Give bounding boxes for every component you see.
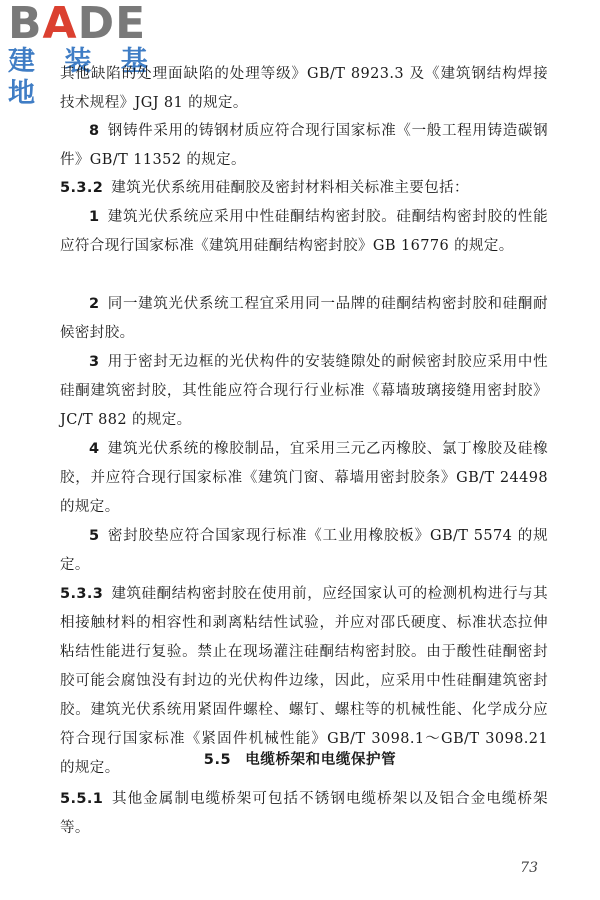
section-text: 建筑光伏系统用硅酮胶及密封材料相关标准主要包括： — [111, 180, 469, 196]
item-number: 2 — [89, 296, 100, 312]
heading-title: 电缆桥架和电缆保护管 — [245, 752, 397, 768]
clause-item-1 — [60, 203, 548, 261]
item-text: 建筑光伏系统应采用中性硅酮结构密封胶。硅酮结构密封胶的性能应符合现行国家标准《建筑用硅酮结构密封胶》GB 16776 的规定。 — [60, 209, 548, 254]
section-5-5-1 — [60, 785, 548, 843]
logo-subtitle: 建 装 基 地 — [8, 46, 158, 109]
clause-item-8 — [60, 117, 548, 175]
clause-item-5 — [60, 522, 548, 580]
section-text: 建筑硅酮结构密封胶在使用前，应经国家认可的检测机构进行与其相接触材料的相容性和剥离粘结性试验，并应对邵氏硬度、标准状态拉伸粘结性能进行复验。禁止在现场灌注硅酮结构密封胶。由于酸性硅酮密封胶可能会腐蚀没有封边的光伏构件边缘，因此，应采用中性硅酮建筑密封胶。建筑光伏系统用紧固件螺栓、螺钉、螺柱等的机械性能、化学成分应符合现行国家标准《紧固件机械性能》GB/T 3098.1～GB/T 3098.21 的规定。 — [60, 586, 548, 776]
section-number: 5.3.3 — [60, 586, 104, 602]
item-text: 建筑光伏系统的橡胶制品，宜采用三元乙丙橡胶、氯丁橡胶及硅橡胶，并应符合现行国家标准《建筑门窗、幕墙用密封胶条》GB/T 24498 的规定。 — [60, 441, 548, 515]
section-number: 5.3.2 — [60, 180, 104, 196]
item-number: 1 — [89, 209, 100, 225]
page-number: 73 — [520, 860, 538, 876]
clause-item-3 — [60, 348, 548, 435]
item-text: 用于密封无边框的光伏构件的安装缝隙处的耐候密封胶应采用中性硅酮建筑密封胶，其性能应符合现行行业标准《幕墙玻璃接缝用密封胶》JC/T 882 的规定。 — [60, 354, 548, 428]
section-text: 其他金属制电缆桥架可包括不锈钢电缆桥架以及铝合金电缆桥架等。 — [60, 791, 548, 836]
clause-item-2 — [60, 290, 548, 348]
item-text: 钢铸件采用的铸钢材质应符合现行国家标准《一般工程用铸造碳钢件》GB/T 11352 的规定。 — [60, 123, 548, 168]
section-number: 5.5.1 — [60, 791, 104, 807]
item-number: 4 — [89, 441, 100, 457]
item-text: 同一建筑光伏系统工程宜采用同一品牌的硅酮结构密封胶和硅酮耐候密封胶。 — [60, 296, 548, 341]
heading-number: 5.5 — [203, 752, 232, 768]
item-number: 8 — [89, 123, 100, 139]
clause-item-4 — [60, 435, 548, 522]
paragraph-continued: 其他缺陷的处理面缺陷的处理等级》GB/T 8923.3 及《建筑钢结构焊接技术规程》JGJ 81 的规定。 — [60, 66, 548, 111]
item-number: 3 — [89, 354, 100, 370]
item-number: 5 — [89, 528, 100, 544]
item-text: 密封胶垫应符合国家现行标准《工业用橡胶板》GB/T 5574 的规定。 — [60, 528, 548, 573]
section-heading-5-5 — [0, 748, 600, 769]
section-5-3-2 — [60, 174, 548, 203]
logo-brand: BADE — [8, 0, 147, 49]
